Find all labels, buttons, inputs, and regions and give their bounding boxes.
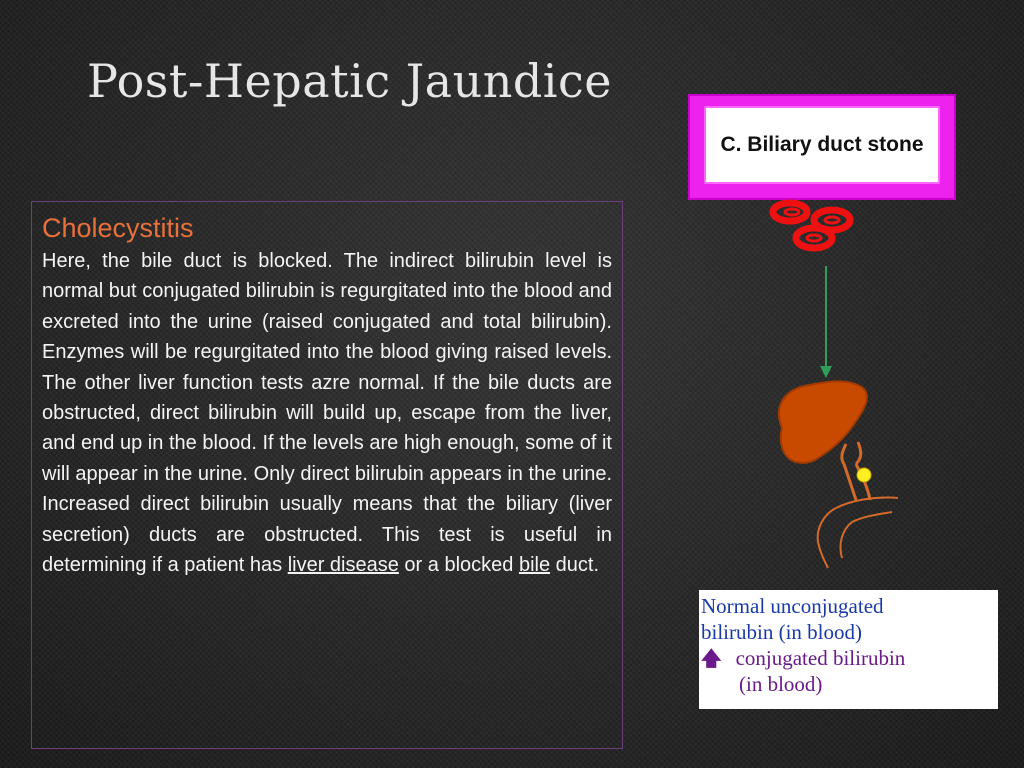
duodenum-shape [818, 497, 898, 568]
text-panel [31, 201, 623, 749]
body-text-end: duct. [550, 554, 600, 577]
legend-line-3 [701, 645, 996, 671]
legend-line-2: bilirubin (in blood) [701, 620, 862, 644]
gallstone-icon [857, 468, 871, 482]
callout-label: C. Biliary duct stone [704, 106, 940, 184]
body-text: Here, the bile duct is blocked. The indirect bilirubin level is normal but conjugated bilirubin is regurgitated into the blood and excreted into the urine (raised conjugated and total bilirubin). Enzymes will be regurgitated into the blood giving raised levels. The other liver function tests azre normal. If the bile ducts are obstructed, direct bilirubin will build up, escape from the liver, and end up in the blood. If the levels are high enough, some of it will appear in the urine. Only direct bilirubin appears in the urine. Increased direct bilirubin usually means that the biliary (liver secretion) ducts are obstructed. This test is useful in determining if a patient has [42, 250, 612, 577]
legend-line-3-text: conjugated bilirubin [735, 646, 906, 670]
callout-box [688, 94, 956, 200]
blood-cells-icon [773, 203, 850, 248]
liver-shape [779, 381, 867, 462]
legend-box [699, 590, 998, 709]
up-arrow-icon: 🡅 [701, 646, 722, 670]
panel-body [42, 246, 612, 580]
down-arrow-icon [820, 266, 832, 378]
slide-title: Post-Hepatic Jaundice [87, 54, 612, 108]
liver-diagram [760, 196, 910, 576]
legend-line-1: Normal unconjugated [701, 594, 884, 618]
liver-disease-link[interactable]: liver disease [287, 554, 399, 577]
body-text-middle: or a blocked [398, 554, 519, 577]
panel-heading: Cholecystitis [42, 213, 194, 243]
bile-link[interactable]: bile [518, 554, 551, 577]
legend-line-4: (in blood) [739, 672, 823, 696]
